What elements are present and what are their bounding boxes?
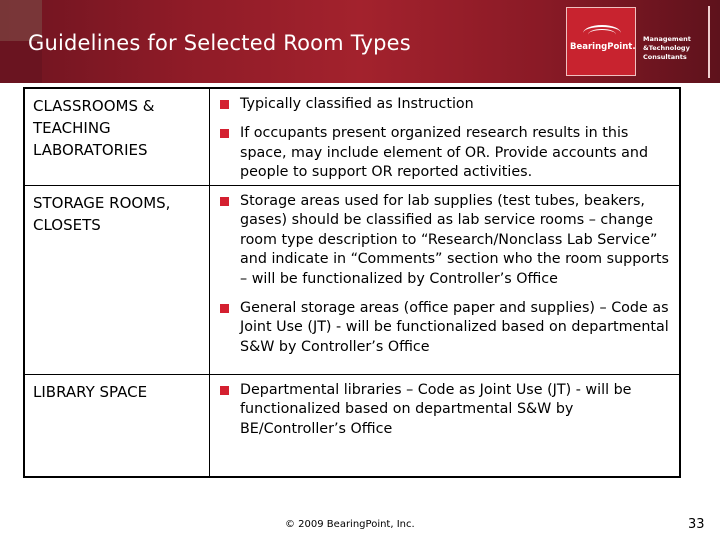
column-divider: [209, 89, 210, 185]
guideline-list: [218, 192, 673, 367]
page-number: 33: [688, 517, 705, 532]
logo-arc-icon: [588, 29, 616, 40]
column-divider: [209, 186, 210, 374]
table-row: [25, 186, 679, 375]
list-item: [218, 124, 673, 182]
tagline-line: Consultants: [643, 53, 687, 61]
bearingpoint-logo: [566, 7, 636, 76]
slide-header: [0, 0, 720, 83]
list-item: [218, 381, 673, 439]
bullet-text: Departmental libraries – Code as Joint Use (JT) - will be functionalized based on departmental S&W by BE/Controller’s Office: [240, 382, 632, 437]
table-row: [25, 89, 679, 186]
copyright: © 2009 BearingPoint, Inc.: [285, 519, 415, 530]
bullet-icon: [220, 100, 229, 109]
bullet-icon: [220, 197, 229, 206]
bullet-text: General storage areas (office paper and supplies) – Code as Joint Use (JT) - will be functionalized based on departmental S&W by Controller’s Office: [240, 300, 669, 355]
room-type: STORAGE ROOMS, CLOSETS: [33, 194, 171, 234]
tagline-line: Management: [643, 35, 691, 43]
header-divider: [708, 6, 710, 78]
bullet-text: If occupants present organized research results in this space, may include element of OR. Provide accounts and people to support OR reported activities.: [240, 125, 649, 181]
guideline-list: [218, 381, 673, 449]
logo-brand: BearingPoint.: [570, 42, 636, 52]
list-item: [218, 95, 673, 114]
list-item: [218, 299, 673, 357]
guideline-list: [218, 95, 673, 193]
tagline-line: &Technology: [643, 44, 690, 52]
table-row: [25, 375, 679, 476]
room-type: LIBRARY SPACE: [33, 383, 148, 401]
bullet-icon: [220, 386, 229, 395]
bullet-text: Storage areas used for lab supplies (test tubes, beakers, gases) should be classified as lab service rooms – change room type description to “Research/Nonclass Lab Service” and indicate in “Comments” section who the room supports – will be functionalized by Controller’s Office: [240, 193, 669, 287]
list-item: [218, 192, 673, 289]
bullet-icon: [220, 304, 229, 313]
bullet-icon: [220, 129, 229, 138]
bullet-text: Typically classified as Instruction: [240, 96, 474, 112]
column-divider: [209, 375, 210, 476]
slide-title: Guidelines for Selected Room Types: [28, 31, 411, 55]
logo-tagline: [643, 35, 691, 62]
room-type: CLASSROOMS & TEACHING LABORATORIES: [33, 97, 155, 159]
guidelines-table: [23, 87, 681, 478]
